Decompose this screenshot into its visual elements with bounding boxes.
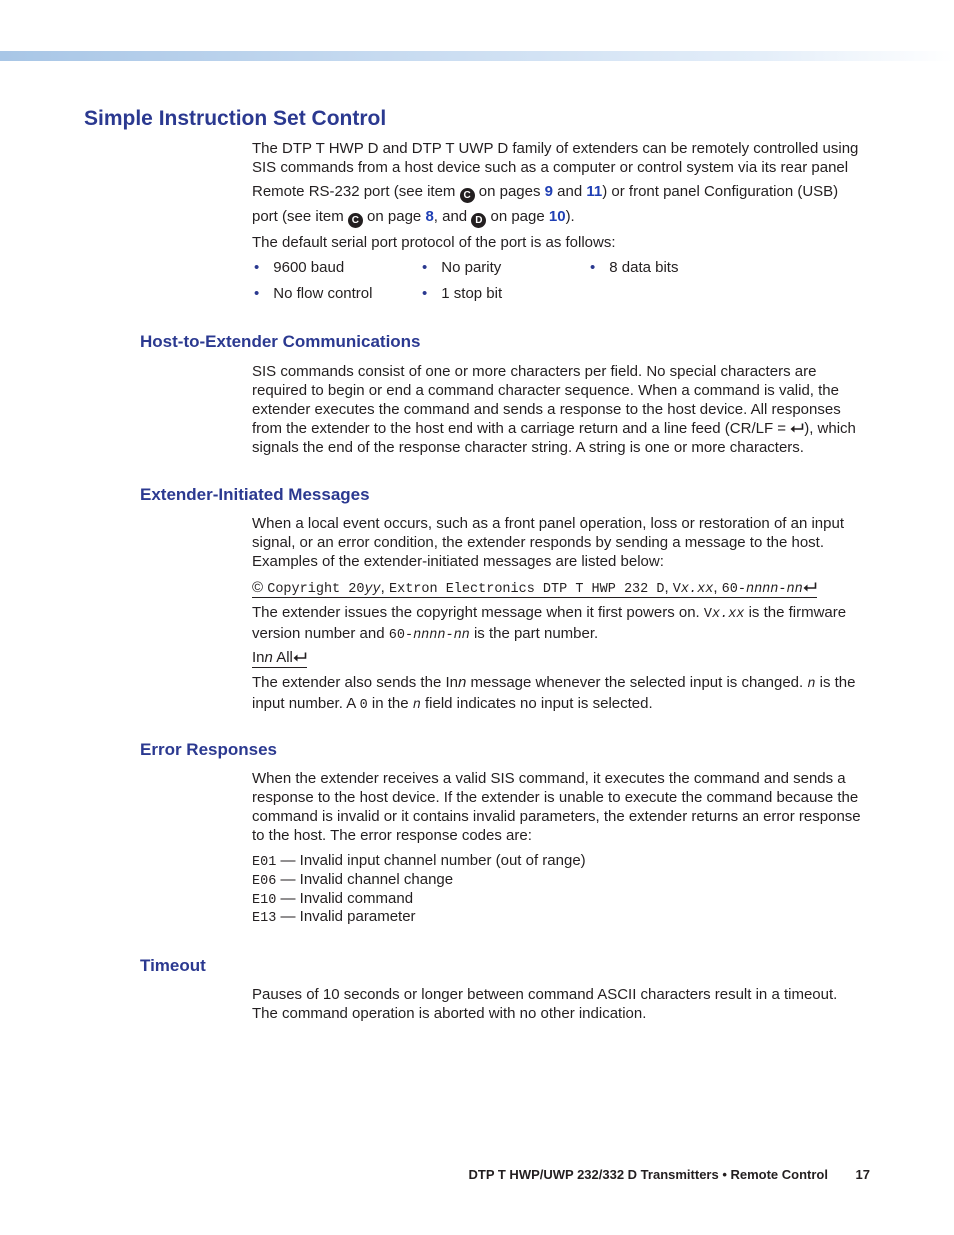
item-c-callout: C bbox=[348, 213, 363, 228]
section-heading-host: Host-to-Extender Communications bbox=[140, 332, 421, 351]
errors-paragraph: When the extender receives a valid SIS command, it executes the command and sends a response to the host device. If the extender is unable to execute the command because the command is invalid or it contains invalid parameters, the extender returns an error response to the host. The error response codes are: bbox=[252, 770, 861, 844]
error-code-row: E01 — Invalid input channel number (out of range) bbox=[252, 852, 586, 870]
input-message-explanation: The extender also sends the Inn message whenever the selected input is changed. n is the input number. A 0 in the n field indicates no input is selected. bbox=[252, 674, 856, 713]
enter-icon bbox=[293, 652, 307, 663]
bullet-item: • No parity bbox=[422, 259, 502, 276]
section-heading-timeout: Timeout bbox=[140, 956, 206, 975]
intro-port-line: Remote RS-232 port (see item C on pages 9 and 11) or front panel Configuration (USB) bbox=[252, 183, 839, 201]
enter-icon bbox=[803, 582, 817, 593]
bullet-item: • 8 data bits bbox=[590, 259, 679, 276]
error-code-row: E13 — Invalid parameter bbox=[252, 908, 416, 926]
bullet-item: • No flow control bbox=[254, 285, 373, 302]
item-c-callout: C bbox=[460, 188, 475, 203]
timeout-paragraph: Pauses of 10 seconds or longer between command ASCII characters result in a timeout. The command operation is aborted with no other indication. bbox=[252, 986, 838, 1022]
bullet-item: • 1 stop bit bbox=[422, 285, 503, 302]
page-title: Simple Instruction Set Control bbox=[84, 107, 387, 130]
section-heading-errors: Error Responses bbox=[140, 740, 277, 759]
host-paragraph: SIS commands consist of one or more characters per field. No special characters are required to begin or end a command character sequence. When a command is valid, the extender executes the command and sends a response to the host device. All responses from the extender to the host end with a carriage return and a line feed (CR/LF = ), which signals the end of the response character string. A string is one or more characters. bbox=[252, 363, 856, 456]
input-message-example: Inn All bbox=[252, 648, 872, 667]
item-d-callout: D bbox=[471, 213, 486, 228]
protocol-text: The default serial port protocol of the port is as follows: bbox=[252, 234, 616, 251]
top-accent-bar bbox=[0, 51, 954, 61]
page-number: 17 bbox=[855, 1167, 870, 1182]
intro-paragraph: The DTP T HWP D and DTP T UWP D family of extenders can be remotely controlled using SIS commands from a host device such as a computer or control system via its rear panel bbox=[252, 140, 859, 176]
error-code-row: E06 — Invalid channel change bbox=[252, 871, 454, 889]
section-heading-initiated: Extender-Initiated Messages bbox=[140, 485, 370, 504]
intro-usb-line: port (see item C on page 8, and D on page 10). bbox=[252, 208, 575, 226]
footer-title: DTP T HWP/UWP 232/332 D Transmitters • Remote Control bbox=[468, 1167, 828, 1182]
copyright-explanation: The extender issues the copyright message when it first powers on. Vx.xx is the firmware version number and 60-nnnn-nn is the part number. bbox=[252, 604, 847, 643]
page-9-link[interactable]: 9 bbox=[544, 183, 553, 200]
initiated-paragraph: When a local event occurs, such as a front panel operation, loss or restoration of an input signal, or an error condition, the extender responds by sending a message to the host. Examples of the extender-initiated messages are listed below: bbox=[252, 515, 845, 570]
page-10-link[interactable]: 10 bbox=[548, 208, 566, 225]
bullet-item: • 9600 baud bbox=[254, 259, 345, 276]
error-code-row: E10 — Invalid command bbox=[252, 890, 414, 908]
page-8-link[interactable]: 8 bbox=[425, 208, 434, 225]
page-11-link[interactable]: 11 bbox=[586, 183, 603, 200]
enter-icon bbox=[790, 423, 804, 434]
copyright-message-example: © Copyright 20yy, Extron Electronics DTP T HWP 232 D, Vx.xx, 60-nnnn-nn bbox=[252, 578, 872, 599]
